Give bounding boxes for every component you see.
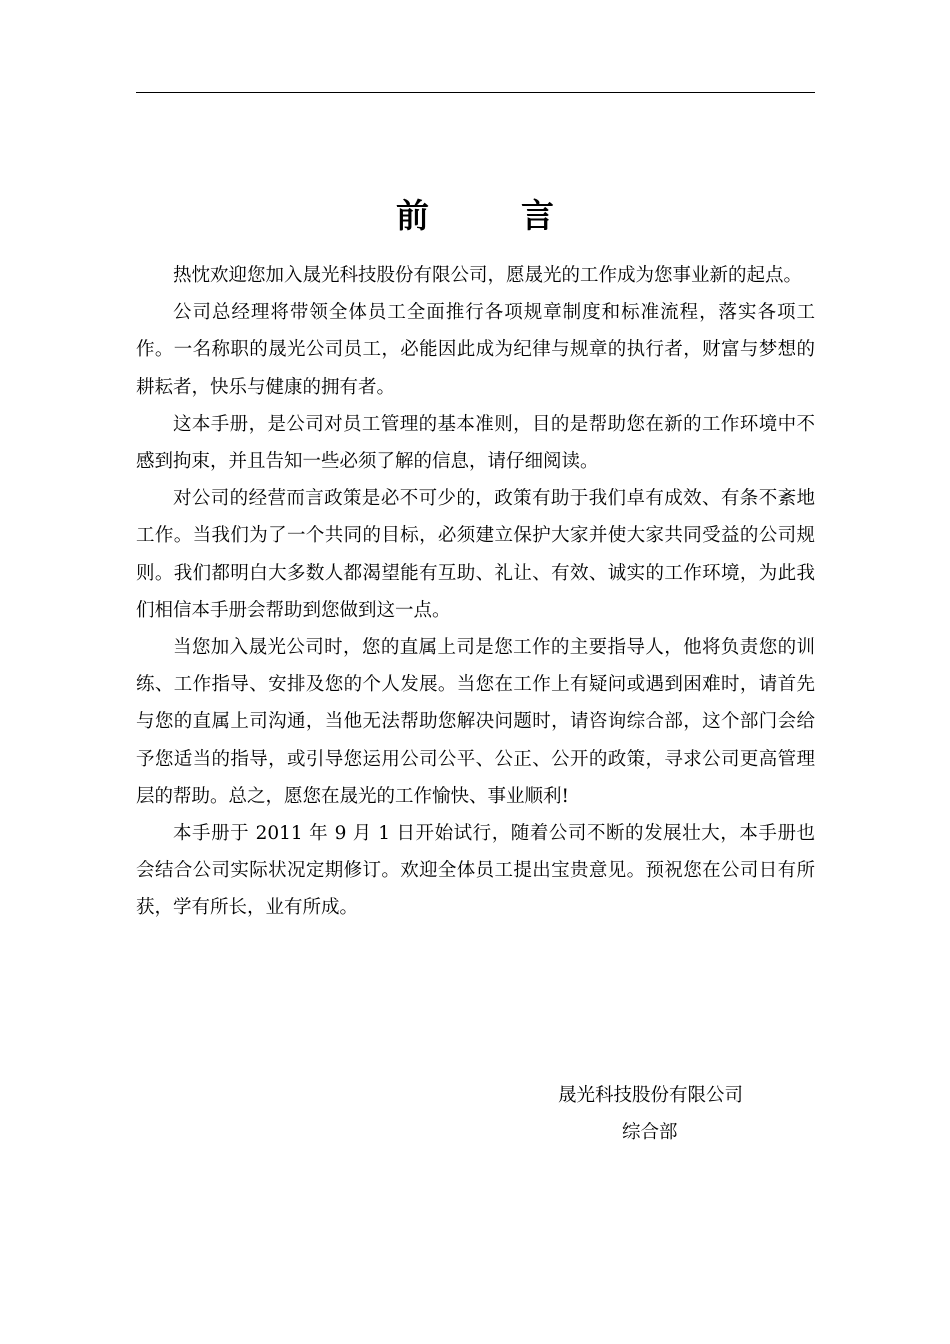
page-title [0, 192, 950, 240]
title-char-right: 言 [521, 196, 554, 235]
paragraph-policy: 对公司的经营而言政策是必不可少的，政策有助于我们卓有成效、有条不紊地工作。当我们为了一个共同的目标，必须建立保护大家并使大家共同受益的公司规则。我们都明白大多数人都渴望能有互助、礼让、有效、诚实的工作环境，为此我们相信本手册会帮助到您做到这一点。 [136, 488, 815, 621]
header-rule [136, 92, 815, 93]
paragraph-trial-date: 本手册于 2011 年 9 月 1 日开始试行，随着公司不断的发展壮大，本手册也会结合公司实际状况定期修订。欢迎全体员工提出宝贵意见。预祝您在公司日有所获，学有所长，业有所成。 [136, 823, 815, 919]
paragraph-supervisor: 当您加入晟光公司时，您的直属上司是您工作的主要指导人，他将负责您的训练、工作指导、安排及您的个人发展。当您在工作上有疑问或遇到困难时，请首先与您的直属上司沟通，当他无法帮助您解决问题时，请咨询综合部，这个部门会给予您适当的指导，或引导您运用公司公平、公正、公开的政策，寻求公司更高管理层的帮助。总之，愿您在晟光的工作愉快、事业顺利! [136, 637, 815, 807]
title-char-left: 前 [396, 196, 429, 235]
paragraph-handbook-purpose: 这本手册，是公司对员工管理的基本准则，目的是帮助您在新的工作环境中不感到拘束，并且告知一些必须了解的信息，请仔细阅读。 [136, 413, 815, 473]
preface-body [136, 257, 815, 927]
paragraph-rules: 公司总经理将带领全体员工全面推行各项规章制度和标准流程，落实各项工作。一名称职的晟光公司员工，必能因此成为纪律与规章的执行者，财富与梦想的耕耘者，快乐与健康的拥有者。 [136, 302, 815, 398]
signature-block [520, 1077, 790, 1151]
signature-company: 晟光科技股份有限公司 [558, 1085, 744, 1106]
signature-department: 综合部 [622, 1122, 678, 1143]
paragraph-welcome: 热忱欢迎您加入晟光科技股份有限公司，愿晟光的工作成为您事业新的起点。 [173, 265, 803, 286]
